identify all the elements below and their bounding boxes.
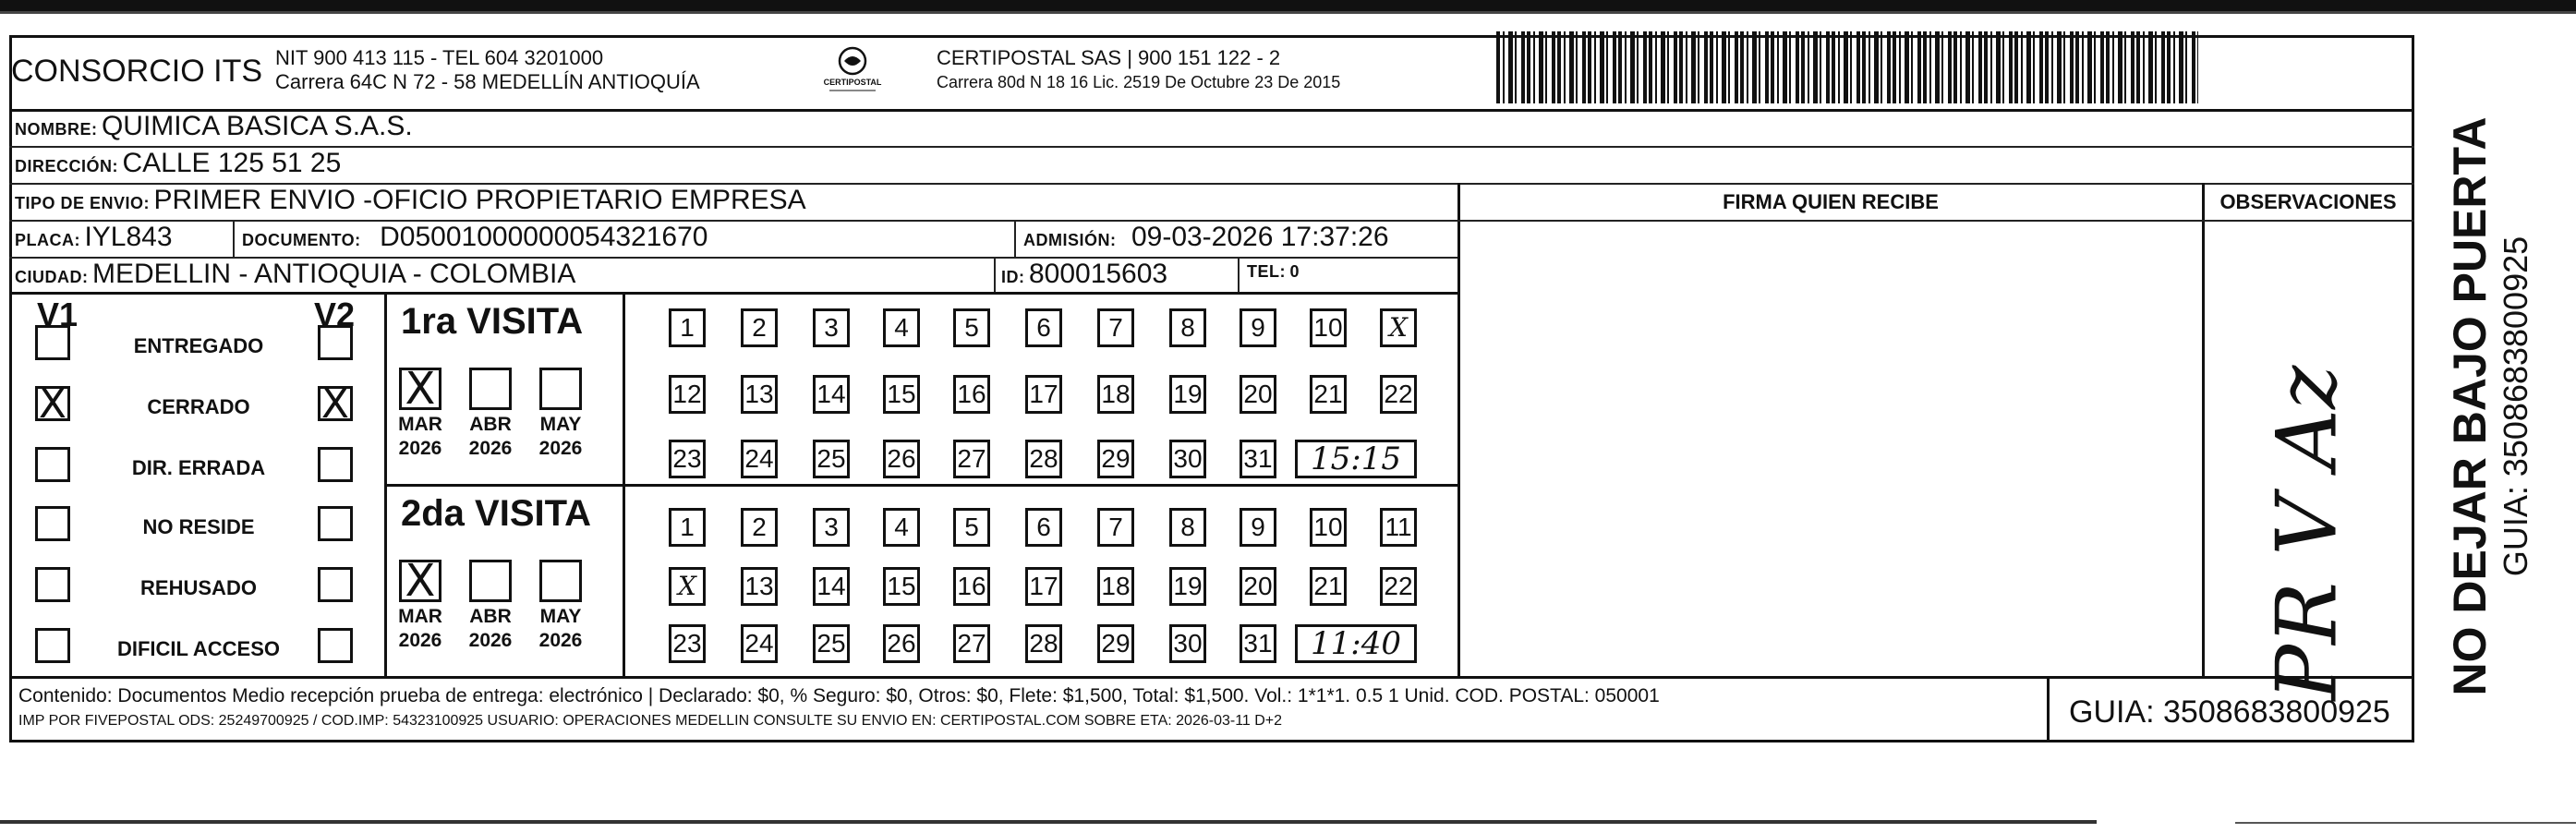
day-box[interactable]: 8 — [1169, 308, 1206, 347]
day-box[interactable]: 4 — [883, 508, 920, 547]
month-checkbox[interactable] — [469, 368, 512, 410]
v1-checkbox[interactable] — [35, 628, 70, 663]
day-box[interactable]: 6 — [1025, 308, 1062, 347]
firma-header-divider — [1457, 220, 2414, 222]
day-box[interactable]: 4 — [883, 308, 920, 347]
day-box[interactable]: 16 — [953, 375, 990, 414]
top-edge-bar-shadow — [0, 11, 2576, 14]
day-box[interactable]: 18 — [1097, 375, 1134, 414]
month-year: 2026 — [538, 438, 583, 459]
nombre-field — [15, 111, 413, 142]
day-box[interactable]: 14 — [813, 567, 850, 606]
day-box[interactable]: 15 — [883, 567, 920, 606]
day-box[interactable]: 8 — [1169, 508, 1206, 547]
handwritten-signature — [2215, 365, 2400, 701]
admision-value: 09-03-2026 17:37:26 — [1131, 222, 1389, 252]
footer-guia: GUIA: 3508683800925 — [2069, 694, 2390, 730]
day-box[interactable]: 9 — [1240, 308, 1276, 347]
month-year: 2026 — [398, 630, 442, 651]
day-box[interactable]: 21 — [1310, 567, 1347, 606]
signature-scrawl: PR V Az — [2258, 365, 2356, 701]
id-value: 800015603 — [1028, 259, 1168, 289]
side-guia: GUIA: 3508683800925 — [2497, 235, 2534, 577]
month-label: MAY — [539, 414, 582, 435]
day-box[interactable]: 7 — [1097, 308, 1134, 347]
day-box[interactable]: 19 — [1169, 567, 1206, 606]
admision-label: ADMISIÓN: — [1023, 231, 1117, 249]
day-box[interactable]: 23 — [669, 440, 706, 478]
id-label: ID: — [1001, 268, 1025, 286]
day-box[interactable]: 26 — [883, 440, 920, 478]
month-label: ABR — [469, 606, 512, 627]
v2-header: V2 — [314, 296, 356, 333]
day-box[interactable]: 28 — [1025, 440, 1062, 478]
footer-imp: IMP POR FIVEPOSTAL ODS: 25249700925 / COD.IMP: 54323100925 USUARIO: OPERACIONES MEDELLIN CONSULTE SU ENVIO EN: CERTIPOSTAL.COM SOBRE ETA: 2026-03-11 D+2 — [18, 713, 1283, 729]
day-box[interactable]: 23 — [669, 624, 706, 663]
day-box[interactable]: 27 — [953, 624, 990, 663]
v2-checkbox[interactable] — [318, 506, 353, 541]
day-box[interactable]: 29 — [1097, 624, 1134, 663]
day-box[interactable]: 31 — [1240, 440, 1276, 478]
tipo-envio-value: PRIMER ENVIO -OFICIO PROPIETARIO EMPRESA — [153, 185, 806, 215]
tel-label: TEL: — [1247, 262, 1286, 281]
v1-checkbox[interactable] — [35, 506, 70, 541]
firma-column-divider — [1457, 183, 1460, 676]
day-box[interactable]: 2 — [741, 508, 778, 547]
month-label: MAR — [398, 606, 442, 627]
status-label: DIFICIL ACCESO — [116, 637, 280, 660]
v1-checkbox[interactable] — [35, 447, 70, 482]
month-label: MAY — [539, 606, 582, 627]
day-box[interactable]: 29 — [1097, 440, 1134, 478]
tel-field — [1247, 262, 1300, 282]
day-box[interactable]: 17 — [1025, 375, 1062, 414]
logo-caption: CERTIPOSTAL — [823, 78, 882, 87]
day-box[interactable]: 28 — [1025, 624, 1062, 663]
day-box[interactable]: 13 — [741, 567, 778, 606]
day-box[interactable]: 1 — [669, 508, 706, 547]
v1-checkbox[interactable] — [35, 567, 70, 602]
footer-guia-divider — [2047, 676, 2050, 742]
month-year: 2026 — [398, 438, 442, 459]
day-box[interactable]: 24 — [741, 440, 778, 478]
month-checkbox[interactable] — [539, 368, 582, 410]
v2-checkbox[interactable] — [318, 447, 353, 482]
placa-divider — [233, 220, 235, 257]
day-box[interactable]: 1 — [669, 308, 706, 347]
day-box[interactable]: 18 — [1097, 567, 1134, 606]
tipo-envio-label: TIPO DE ENVIO: — [15, 194, 151, 212]
day-box[interactable]: 5 — [953, 508, 990, 547]
direccion-value: CALLE 125 51 25 — [122, 148, 342, 178]
status-label: ENTREGADO — [133, 334, 264, 357]
day-box[interactable]: 7 — [1097, 508, 1134, 547]
day-box[interactable]: 21 — [1310, 375, 1347, 414]
visit-title: 2da VISITA — [401, 493, 591, 534]
v2-checkbox[interactable] — [318, 325, 353, 360]
month-checkbox[interactable]: X — [399, 368, 441, 410]
row-divider-5 — [9, 292, 1457, 295]
day-box[interactable]: 31 — [1240, 624, 1276, 663]
day-box[interactable]: 25 — [813, 624, 850, 663]
tipo-envio-field — [15, 185, 806, 216]
day-box[interactable]: 3 — [813, 508, 850, 547]
id-divider — [994, 257, 996, 292]
company-address: Carrera 64C N 72 - 58 MEDELLÍN ANTIOQUÍA — [275, 70, 700, 93]
placa-label: PLACA: — [15, 231, 80, 249]
month-checkbox[interactable] — [469, 560, 512, 602]
tel-divider — [1238, 257, 1240, 292]
direccion-field — [15, 148, 341, 179]
bottom-cut-line-right — [2235, 822, 2576, 824]
month-checkbox[interactable] — [539, 560, 582, 602]
ciudad-label: CIUDAD: — [15, 268, 89, 286]
status-label: NO RESIDE — [142, 515, 255, 538]
id-field — [1001, 259, 1167, 290]
admision-divider — [1014, 220, 1016, 257]
status-label: CERRADO — [147, 395, 250, 418]
day-box[interactable]: 27 — [953, 440, 990, 478]
month-year: 2026 — [468, 630, 513, 651]
row-divider-1 — [9, 146, 2414, 148]
visit-time[interactable]: 15:15 — [1295, 440, 1417, 478]
company-nit: NIT 900 413 115 - TEL 604 3201000 — [275, 46, 604, 69]
v2-checkbox[interactable] — [318, 628, 353, 663]
month-label: MAR — [398, 414, 442, 435]
month-year: 2026 — [468, 438, 513, 459]
certipostal-line1: CERTIPOSTAL SAS | 900 151 122 - 2 — [937, 46, 1281, 69]
ciudad-value: MEDELLIN - ANTIOQUIA - COLOMBIA — [91, 259, 576, 289]
footer-contenido: Contenido: Documentos Medio recepción prueba de entrega: electrónico | Declarado: $0, % Seguro: $0, Otros: $0, Flete: $1,500, Total: $1,500. Vol.: 1*1*1. 0.5 1 Unid. COD. POSTAL: 050001 — [18, 685, 1660, 706]
day-box[interactable]: 10 — [1310, 508, 1347, 547]
admision-field — [1023, 222, 1389, 253]
top-edge-bar — [0, 0, 2576, 11]
day-box[interactable]: 3 — [813, 308, 850, 347]
day-box[interactable]: 12 — [669, 375, 706, 414]
visit-time[interactable]: 11:40 — [1295, 624, 1417, 663]
ciudad-field — [15, 259, 575, 290]
company-name: CONSORCIO ITS — [11, 54, 263, 89]
month-checkbox[interactable]: X — [399, 560, 441, 602]
side-label — [2420, 116, 2558, 696]
day-box[interactable]: 30 — [1169, 440, 1206, 478]
certipostal-line2: Carrera 80d N 18 16 Lic. 2519 De Octubre 23 De 2015 — [937, 73, 1341, 91]
no-dejar-bajo-puerta: NO DEJAR BAJO PUERTA — [2444, 116, 2496, 696]
bottom-cut-line — [0, 820, 2097, 824]
nombre-label: NOMBRE: — [15, 120, 98, 139]
day-box[interactable]: 16 — [953, 567, 990, 606]
day-box[interactable]: 10 — [1310, 308, 1347, 347]
day-box[interactable]: 6 — [1025, 508, 1062, 547]
day-box[interactable]: 30 — [1169, 624, 1206, 663]
placa-field — [15, 222, 173, 253]
month-year: 2026 — [538, 630, 583, 651]
footer-divider — [9, 676, 2414, 679]
documento-field — [242, 222, 707, 253]
observaciones-header: OBSERVACIONES — [2219, 190, 2397, 213]
day-box[interactable]: 20 — [1240, 567, 1276, 606]
v1-checkbox[interactable] — [35, 325, 70, 360]
documento-label: DOCUMENTO: — [242, 231, 361, 249]
obs-column-divider — [2202, 183, 2205, 676]
day-box[interactable]: 26 — [883, 624, 920, 663]
day-box[interactable]: 22 — [1380, 567, 1417, 606]
nombre-value: QUIMICA BASICA S.A.S. — [101, 111, 413, 141]
day-box[interactable]: 17 — [1025, 567, 1062, 606]
v1-header: V1 — [37, 296, 79, 333]
day-box[interactable]: 11 — [1380, 508, 1417, 547]
day-box[interactable]: 20 — [1240, 375, 1276, 414]
status-label: REHUSADO — [140, 576, 257, 599]
day-box[interactable]: 5 — [953, 308, 990, 347]
v2-checkbox[interactable] — [318, 567, 353, 602]
day-box[interactable]: X — [1380, 308, 1417, 347]
placa-value: IYL843 — [84, 222, 173, 252]
documento-value: D05001000000054321670 — [380, 222, 708, 252]
month-label: ABR — [469, 414, 512, 435]
day-box[interactable]: 13 — [741, 375, 778, 414]
v1-checkbox[interactable]: X — [35, 386, 70, 421]
firma-header: FIRMA QUIEN RECIBE — [1723, 190, 1939, 213]
tel-value: 0 — [1289, 262, 1300, 281]
day-box[interactable]: 2 — [741, 308, 778, 347]
visit-title: 1ra VISITA — [401, 301, 584, 342]
day-box[interactable]: 14 — [813, 375, 850, 414]
status-label: DIR. ERRADA — [131, 456, 266, 479]
day-box[interactable]: 19 — [1169, 375, 1206, 414]
visit-divider — [384, 484, 1457, 487]
day-box[interactable]: 9 — [1240, 508, 1276, 547]
day-box[interactable]: 25 — [813, 440, 850, 478]
day-box[interactable]: 24 — [741, 624, 778, 663]
direccion-label: DIRECCIÓN: — [15, 157, 118, 175]
day-box[interactable]: X — [669, 567, 706, 606]
v2-checkbox[interactable]: X — [318, 386, 353, 421]
day-box[interactable]: 22 — [1380, 375, 1417, 414]
day-box[interactable]: 15 — [883, 375, 920, 414]
